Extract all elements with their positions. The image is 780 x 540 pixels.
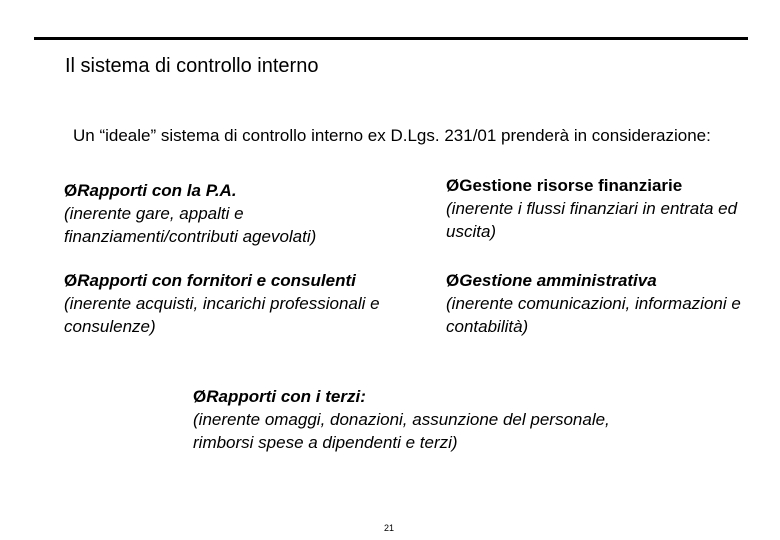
intro-text: Un “ideale” sistema di controllo interno ex D.Lgs. 231/01 prenderà in considerazione: (73, 126, 711, 145)
heading-text: Rapporti con i terzi: (206, 387, 366, 406)
block-description: (inerente omaggi, donazioni, assunzione del personale, rimborsi spese a dipendenti e terzi) (193, 410, 610, 452)
block-description: (inerente comunicazioni, informazioni e contabilità) (446, 294, 741, 336)
block-gestione-amministrativa (446, 269, 746, 338)
arrow-bullet-icon: Ø (446, 271, 460, 290)
arrow-bullet-icon: Ø (193, 387, 207, 406)
arrow-bullet-icon: Ø (64, 181, 78, 200)
arrow-bullet-icon: Ø (446, 176, 460, 195)
heading-text: Rapporti con la P.A. (77, 181, 237, 200)
block-description: (inerente i flussi finanziari in entrata ed uscita) (446, 199, 738, 241)
heading-text: Rapporti con fornitori e consulenti (77, 271, 356, 290)
block-gestione-risorse (446, 174, 746, 243)
header-rule (34, 37, 748, 40)
block-heading (193, 385, 633, 408)
block-heading (446, 174, 746, 197)
block-rapporti-terzi (193, 385, 633, 454)
arrow-bullet-icon: Ø (64, 271, 78, 290)
page-number: 21 (384, 523, 395, 533)
block-heading (64, 269, 424, 292)
block-rapporti-pa (64, 179, 394, 248)
heading-text: Gestione amministrativa (459, 271, 657, 290)
heading-text: Gestione risorse finanziarie (459, 176, 683, 195)
block-description: (inerente gare, appalti e finanziamenti/contributi agevolati) (64, 204, 317, 246)
block-rapporti-fornitori (64, 269, 424, 338)
block-heading (446, 269, 746, 292)
block-heading (64, 179, 394, 202)
slide-title: Il sistema di controllo interno (65, 55, 319, 77)
block-description: (inerente acquisti, incarichi professionali e consulenze) (64, 294, 380, 336)
